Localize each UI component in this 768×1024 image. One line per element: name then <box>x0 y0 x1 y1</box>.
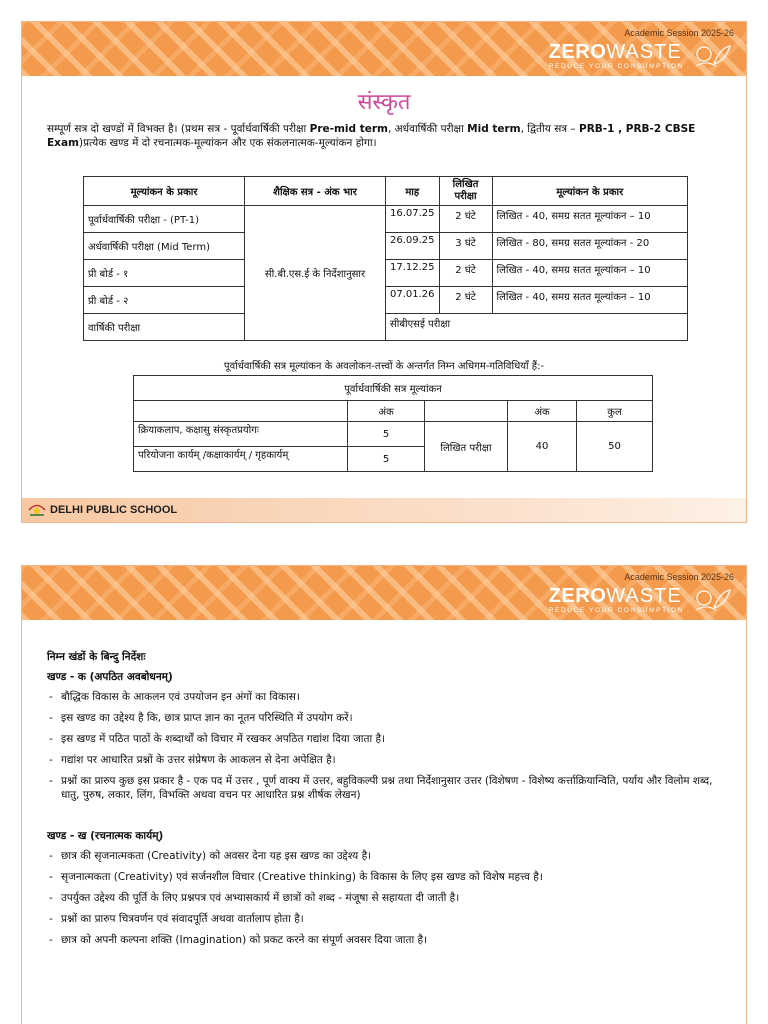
table-row <box>84 287 688 314</box>
exam-date: 07.01.26 <box>386 287 440 314</box>
activity-name: क्रियाकलाप, कक्षासु संस्कृतप्रयोगः <box>134 422 348 447</box>
list-item: - प्रश्नों का प्रारुप कुछ इस प्रकार है - एक पद में उत्तर , पूर्ण वाक्य में उत्तर, बहुविकल्पी प्रश्न तथा निर्देशानुसार उत्तर (विशेषण - विशेष्य कर्त्ताक्रियान्विति, पर्याय और विलोम शब्द, धातु, पुरुष, लकार, लिंग, विभक्ति अथवा वचन पर आधारित प्रश्न शीर्षक लेखन) <box>47 774 726 802</box>
total-marks: 50 <box>577 422 653 472</box>
page-1 <box>21 21 747 523</box>
exam-date: 26.09.25 <box>386 233 440 260</box>
assessment-type: प्री बोर्ड - १ <box>84 260 245 287</box>
page-title: संस्कृत <box>357 90 411 115</box>
col-marks: अंक <box>348 401 425 422</box>
list-item: - छात्र को अपनी कल्पना शक्ति (Imagination) को प्रकट करने का संपूर्ण अवसर दिया जाता है। <box>47 933 726 947</box>
intro-paragraph: सम्पूर्ण सत्र दो खण्डों में विभक्त है। (प्रथम सत्र - पूर्वार्धवार्षिकी परीक्षा Pre-mid term, अर्धवार्षिकी परीक्षा Mid term, द्वितीय सत्र – PRB-1 , PRB-2 CBSE Exam)प्रत्येक खण्ड में दो रचनात्मक-मूल्यांकन और एक संकलनात्मक-मूल्यांकन होगा। <box>47 123 696 149</box>
section-heading: निम्न खंडों के बिन्दु निर्देशः <box>47 651 146 663</box>
cbse-note: सीबीएसई परीक्षा <box>386 314 688 341</box>
school-name: DELHI PUBLIC SCHOOL <box>28 503 177 517</box>
leaf-decoration-icon <box>692 42 732 70</box>
header-banner <box>22 22 746 76</box>
list-item: - प्रश्नों का प्रारुप चित्रवर्णन एवं संवादपूर्ति अथवा वार्तालाप होता है। <box>47 912 726 926</box>
academic-session: Academic Session 2025-26 <box>624 28 734 38</box>
table-row <box>134 422 653 447</box>
board-note: सी.बी.एस.ई के निर्देशानुसार <box>245 206 386 341</box>
activity-marks: 5 <box>348 447 425 472</box>
table-header-row <box>84 177 688 206</box>
marks-detail: लिखित - 40, समग्र सतत मूल्यांकन – 10 <box>492 206 687 233</box>
marks-detail: लिखित - 80, समग्र सतत मूल्यांकन - 20 <box>492 233 687 260</box>
table-header: मूल्यांकन के प्रकार <box>84 177 245 206</box>
activity-marks: 5 <box>348 422 425 447</box>
table-header-row <box>134 376 653 401</box>
header-banner <box>22 566 746 620</box>
table-header-row <box>134 401 653 422</box>
assessment-type: वार्षिकी परीक्षा <box>84 314 245 341</box>
table-header: शैक्षिक सत्र - अंक भार <box>245 177 386 206</box>
table-caption: पूर्वार्धवार्षिकी सत्र मूल्यांकन <box>134 376 653 401</box>
list-item: - गद्यांश पर आधारित प्रश्नों के उत्तर संप्रेषण के आकलन से देना अपेक्षित है। <box>47 753 726 767</box>
col-total: कुल <box>577 401 653 422</box>
exam-date: 16.07.25 <box>386 206 440 233</box>
zero-waste-logo: ZEROWASTE REDUCE YOUR CONSUMPTION <box>548 41 684 70</box>
table-row <box>84 260 688 287</box>
academic-session: Academic Session 2025-26 <box>624 572 734 582</box>
written-exam: लिखित परीक्षा <box>425 422 508 472</box>
col-marks: अंक <box>508 401 577 422</box>
list-item: - उपर्युक्त उद्देश्य की पूर्ति के लिए प्रश्नपत्र एवं अभ्यासकार्य में छात्रों को शब्द - मंजूषा से सहायता दी जाती है। <box>47 891 726 905</box>
table-row <box>84 206 688 233</box>
section-a-title: खण्ड - क (अपठित अवबोधनम्) <box>47 671 173 683</box>
exam-date: 17.12.25 <box>386 260 440 287</box>
table-header: लिखित परीक्षा <box>439 177 492 206</box>
list-item: - सृजनात्मकता (Creativity) एवं सर्जनशील विचार (Creative thinking) के विकास के लिए इस खण्ड को विशेष महत्त्व है। <box>47 870 726 884</box>
assessment-type: पूर्वार्धवार्षिकी परीक्षा - (PT-1) <box>84 206 245 233</box>
exam-duration: 3 घंटे <box>439 233 492 260</box>
exam-duration: 2 घंटे <box>439 287 492 314</box>
assessment-type: अर्धवार्षिकी परीक्षा (Mid Term) <box>84 233 245 260</box>
activity-intro: पूर्वार्धवार्षिकी सत्र मूल्यांकन के अवलोकन-तत्त्वों के अन्तर्गत निम्न अधिगम-गतिविधियाँ हैं:- <box>223 361 545 372</box>
assessment-type: प्री बोर्ड - २ <box>84 287 245 314</box>
exam-duration: 2 घंटे <box>439 260 492 287</box>
table-row <box>84 314 688 341</box>
page-2 <box>21 565 747 1024</box>
zero-waste-logo: ZEROWASTE REDUCE YOUR CONSUMPTION <box>548 585 684 614</box>
written-marks: 40 <box>508 422 577 472</box>
list-item: - छात्र की सृजनात्मकता (Creativity) को अवसर देना यह इस खण्ड का उद्देश्य है। <box>47 849 726 863</box>
leaf-decoration-icon <box>692 586 732 614</box>
list-item: - इस खण्ड का उद्देश्य है कि, छात्र प्राप्त ज्ञान का नूतन परिस्थिति में उपयोग करें। <box>47 711 726 725</box>
exam-duration: 2 घंटे <box>439 206 492 233</box>
marks-detail: लिखित - 40, समग्र सतत मूल्यांकन – 10 <box>492 260 687 287</box>
table-header: मूल्यांकन के प्रकार <box>492 177 687 206</box>
list-item: - इस खण्ड में पठित पाठों के शब्दार्थों को विचार में रखकर अपठित गद्यांश दिया जाता है। <box>47 732 726 746</box>
assessment-table <box>83 176 688 341</box>
section-b-title: खण्ड - ख (रचनात्मक कार्यम्) <box>47 830 164 842</box>
table-header: माह <box>386 177 440 206</box>
activity-table <box>133 375 653 472</box>
section-b-list <box>47 849 726 947</box>
school-logo-icon <box>28 503 46 517</box>
section-instructions <box>47 650 726 954</box>
section-a-list <box>47 690 726 802</box>
list-item: - बौद्धिक विकास के आकलन एवं उपयोजन इन अंगों का विकास। <box>47 690 726 704</box>
footer <box>22 494 746 522</box>
table-row <box>84 233 688 260</box>
marks-detail: लिखित - 40, समग्र सतत मूल्यांकन – 10 <box>492 287 687 314</box>
activity-name: परियोजना कार्यम् /कक्षाकार्यम् / गृहकार्यम् <box>134 447 348 472</box>
